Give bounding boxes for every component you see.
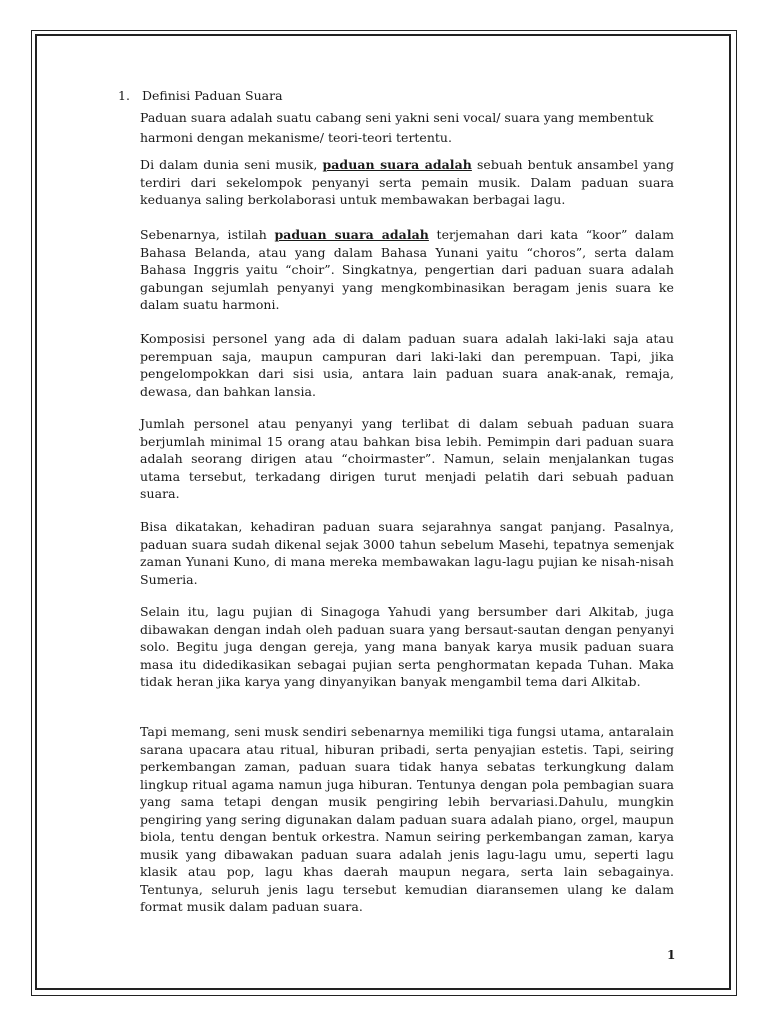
paragraph-1-text-a: Di dalam dunia seni musik, (140, 157, 323, 172)
paragraph-2-text-b: terjemahan dari kata “koor” dalam Bahasa Belanda, atau yang dalam Bahasa Yunani yaitu “choros”, serta dalam Bahasa Inggris yaitu “choir”. Singkatnya, pengertian dari paduan suara adalah gabungan sejumlah penyanyi yang mengkombinasikan beragam jenis suara ke dalam suatu harmoni. (140, 227, 674, 312)
paragraph-1-link[interactable]: paduan suara adalah (322, 157, 472, 172)
paragraph-2-text-a: Sebenarnya, istilah (140, 227, 275, 242)
section-heading (118, 87, 283, 105)
paragraph-4: Jumlah personel atau penyanyi yang terlibat di dalam sebuah paduan suara berjumlah minimal 15 orang atau bahkan bisa lebih. Pemimpin dari paduan suara adalah seorang dirigen atau “choirmaster”. Namun, selain menjalankan tugas utama tersebut, terkadang dirigen turut menjadi pelatih dari sebuah paduan suara. (140, 416, 674, 501)
paragraph-7: Tapi memang, seni musk sendiri sebenarnya memiliki tiga fungsi utama, antaralain sarana upacara atau ritual, hiburan pribadi, serta penyajian estetis. Tapi, seiring perkembangan zaman, paduan suara tidak hanya sebatas terkungkung dalam lingkup ritual agama namun juga hiburan. Tentunya dengan pola pembagian suara yang sama tetapi dengan musik pengiring lebih bervariasi.Dahulu, mungkin pengiring yang sering digunakan dalam paduan suara adalah piano, orgel, maupun biola, tentu dengan bentuk orkestra. Namun seiring perkembangan zaman, karya musik yang dibawakan paduan suara adalah jenis lagu-lagu umu, seperti lagu klasik atau pop, lagu khas daerah maupun negara, serta lain sebagainya. Tentunya, seluruh jenis lagu tersebut kemudian diaransemen ulang ke dalam format musik dalam paduan suara. (140, 724, 674, 914)
paragraph-1-text-b: sebuah bentuk ansambel yang terdiri dari sekelompok penyanyi serta pemain musik. Dalam paduan suara keduanya saling berkolaborasi untuk membawakan berbagai lagu. (140, 157, 674, 207)
section-title: Definisi Paduan Suara (142, 88, 283, 103)
paragraph-3: Komposisi personel yang ada di dalam paduan suara adalah laki-laki saja atau perempuan saja, maupun campuran dari laki-laki dan perempuan. Tapi, jika pengelompokkan dari sisi usia, antara lain paduan suara anak-anak, remaja, dewasa, dan bahkan lansia. (140, 331, 674, 399)
paragraph-5: Bisa dikatakan, kehadiran paduan suara sejarahnya sangat panjang. Pasalnya, paduan suara sudah dikenal sejak 3000 tahun sebelum Masehi, tepatnya semenjak zaman Yunani Kuno, di mana mereka membawakan lagu-lagu pujian ke nisah-nisah Sumeria. (140, 519, 674, 587)
page-number: 1 (667, 948, 676, 962)
paragraph-2 (140, 226, 674, 314)
definition-text: Paduan suara adalah suatu cabang seni yakni seni vocal/ suara yang membentuk harmoni dengan mekanisme/ teori-teori tertentu. (140, 110, 654, 145)
section-number: 1. (118, 88, 130, 103)
paragraph-6: Selain itu, lagu pujian di Sinagoga Yahudi yang bersumber dari Alkitab, juga dibawakan dengan indah oleh paduan suara yang bersaut-sautan dengan penyanyi solo. Begitu juga dengan gereja, yang mana banyak karya musik paduan suara masa itu didedikasikan sebagai pujian serta penghormatan kepada Tuhan. Maka tidak heran jika karya yang dinyanyikan banyak mengambil tema dari Alkitab. (140, 604, 674, 689)
paragraph-2-link[interactable]: paduan suara adalah (274, 227, 429, 242)
paragraph-1 (140, 156, 674, 209)
